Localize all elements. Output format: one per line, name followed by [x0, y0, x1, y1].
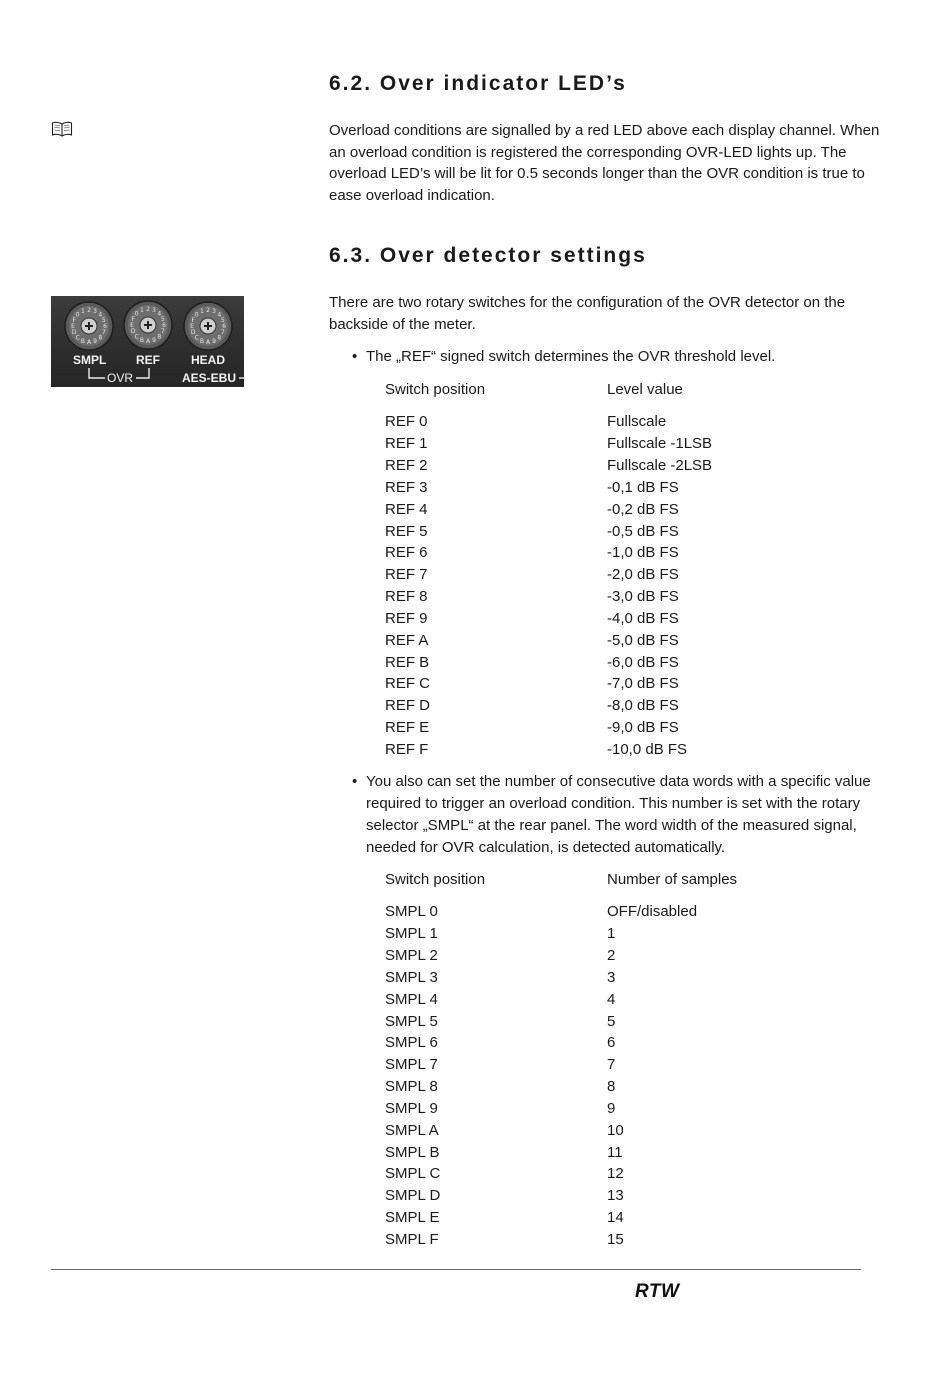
smpl-table-value: 10	[607, 1121, 624, 1139]
ref-table-value: -10,0 dB FS	[607, 741, 688, 758]
smpl-table-row	[385, 945, 805, 967]
dial-digit: D	[130, 328, 136, 336]
dial-digit: 7	[220, 329, 225, 337]
ref-table-value: -2,0 dB FS	[607, 566, 679, 584]
smpl-table-value: 14	[607, 1209, 624, 1227]
ref-table-switch-position: REF 3	[385, 478, 428, 496]
dial-digit: 2	[146, 306, 150, 313]
dial-digit: 9	[93, 337, 98, 345]
dial-digit: 7	[101, 329, 106, 337]
smpl-table-value: 11	[607, 1143, 623, 1161]
dial-digit: F	[131, 315, 135, 323]
ref-table-row	[385, 717, 805, 739]
ref-table-value: -0,5 dB FS	[607, 522, 679, 540]
photo-label-ovr: OVR	[107, 371, 134, 385]
smpl-table-switch-position: SMPL 9	[385, 1099, 438, 1117]
ref-table-value: -8,0 dB FS	[607, 697, 679, 715]
ref-table-row	[385, 455, 805, 477]
smpl-table-header-switch: Switch position	[385, 871, 486, 888]
ref-table-switch-position: REF 5	[385, 522, 428, 540]
smpl-table-row	[385, 1142, 805, 1164]
dial-digit: B	[80, 337, 85, 345]
ref-table-value: Fullscale -1LSB	[607, 435, 713, 453]
smpl-table-value: 15	[607, 1231, 624, 1248]
dial-digit: C	[75, 334, 80, 342]
book-icon	[51, 121, 73, 137]
ref-table-switch-position: REF B	[385, 653, 430, 671]
smpl-table-row	[385, 1120, 805, 1142]
dial-digit: 0	[75, 311, 80, 319]
smpl-table-switch-position: SMPL 5	[385, 1012, 438, 1030]
dial-digit: F	[191, 316, 195, 324]
ref-table-switch-position: REF E	[385, 719, 430, 737]
rotary-switch-photo	[51, 296, 244, 387]
dial-digit: A	[205, 339, 211, 346]
smpl-table-row	[385, 1163, 805, 1185]
dial-digit: 1	[80, 308, 85, 316]
smpl-table-value: 5	[607, 1012, 616, 1030]
smpl-table-switch-position: SMPL 1	[385, 925, 438, 943]
ref-table-row	[385, 652, 805, 674]
dial-digit: 1	[139, 307, 144, 315]
smpl-table-row	[385, 1229, 805, 1251]
smpl-table-row	[385, 1011, 805, 1033]
ref-table-value: Fullscale -2LSB	[607, 457, 713, 475]
smpl-table-row	[385, 1207, 805, 1229]
ref-table-row	[385, 695, 805, 717]
ref-table-switch-position: REF A	[385, 631, 429, 649]
ref-table-value: -9,0 dB FS	[607, 719, 679, 737]
dial-digit: 1	[199, 308, 204, 316]
photo-label-aes-ebu: AES-EBU	[182, 371, 237, 385]
dial-digit: B	[199, 337, 204, 345]
smpl-table-value: 4	[607, 990, 616, 1008]
ref-table-row	[385, 739, 805, 761]
dial-digit: 4	[217, 311, 222, 319]
bullet-ref-switch	[352, 346, 897, 368]
ref-table-row	[385, 608, 805, 630]
smpl-table-value: 3	[607, 968, 616, 986]
dial-digit: 6	[222, 323, 226, 330]
section-heading-over-detector: 6.3. Over detector settings	[329, 244, 647, 267]
section-heading-over-indicator: 6.2. Over indicator LED’s	[329, 72, 627, 95]
dial-digit: 6	[162, 322, 166, 329]
ref-table-switch-position: REF 8	[385, 588, 428, 606]
smpl-table-row	[385, 901, 805, 923]
smpl-table-row	[385, 1185, 805, 1207]
smpl-samples-table	[385, 869, 805, 1251]
smpl-table-row	[385, 1098, 805, 1120]
ref-table-value: -5,0 dB FS	[607, 631, 679, 649]
smpl-table-switch-position: SMPL E	[385, 1209, 440, 1227]
dial-digit: 7	[160, 328, 165, 336]
smpl-table-switch-position: SMPL 0	[385, 903, 438, 921]
photo-label-smpl: SMPL	[73, 353, 107, 367]
dial-digit: 8	[157, 333, 162, 341]
dial-digit: 2	[206, 307, 210, 314]
bullet-smpl-text: You also can set the number of consecutive data words with a specific value required to trigger an overload condition. This number is set with the rotary selector „SMPL“ at the rear panel. The word width of the measured signal, needed for OVR calculation, is detected automatically.	[366, 773, 871, 856]
dial-digit: A	[145, 338, 151, 345]
ref-table-value: -4,0 dB FS	[607, 609, 679, 627]
ref-table-switch-position: REF 6	[385, 544, 428, 562]
ref-table-switch-position: REF 4	[385, 500, 428, 518]
smpl-table-row	[385, 1054, 805, 1076]
ref-table-value: -1,0 dB FS	[607, 544, 679, 562]
ref-table-value: -3,0 dB FS	[607, 588, 679, 606]
ref-table-row	[385, 630, 805, 652]
smpl-table-row	[385, 967, 805, 989]
ref-table-switch-position: REF 2	[385, 457, 428, 475]
ref-table-row	[385, 542, 805, 564]
dial-digit: F	[72, 316, 76, 324]
ref-table-row	[385, 499, 805, 521]
dial-digit: 6	[103, 323, 107, 330]
ref-table-header-level: Level value	[607, 381, 683, 398]
smpl-table-row	[385, 989, 805, 1011]
rtw-logo: RTW	[635, 1281, 680, 1302]
smpl-table-row	[385, 923, 805, 945]
smpl-table-row	[385, 1032, 805, 1054]
dial-digit: B	[139, 336, 144, 344]
bullet-dot: •	[352, 773, 358, 790]
smpl-table-switch-position: SMPL 8	[385, 1078, 438, 1096]
dial-digit: A	[86, 339, 92, 346]
ref-table-switch-position: REF F	[385, 741, 429, 758]
dial-digit: 4	[98, 311, 103, 319]
dial-digit: 9	[212, 337, 217, 345]
ref-table-row	[385, 673, 805, 695]
smpl-table-value: 7	[607, 1056, 616, 1074]
ref-level-table	[385, 379, 805, 761]
smpl-table-value: 1	[607, 925, 616, 943]
over-detector-intro: There are two rotary switches for the configuration of the OVR detector on the backside of the meter.	[329, 294, 846, 333]
dial-digit: 5	[101, 316, 106, 324]
over-indicator-paragraph: Overload conditions are signalled by a red LED above each display channel. When an overload condition is registered the corresponding OVR-LED lights up. The overload LED’s will be lit for 0.5 seconds longer than the OVR condition is true to ease overload indication.	[329, 122, 880, 205]
ref-table-switch-position: REF 9	[385, 609, 428, 627]
smpl-table-value: 8	[607, 1078, 616, 1096]
ref-table-switch-position: REF 1	[385, 435, 428, 453]
smpl-table-switch-position: SMPL 2	[385, 947, 438, 965]
smpl-table-header	[385, 869, 805, 891]
bullet-dot: •	[352, 348, 358, 365]
ref-table-header-switch: Switch position	[385, 381, 486, 398]
dial-digit: 5	[220, 316, 225, 324]
dial-digit: 3	[212, 308, 217, 316]
smpl-table-switch-position: SMPL 6	[385, 1034, 438, 1052]
smpl-table-value: 2	[607, 947, 616, 965]
photo-label-ref: REF	[136, 353, 160, 367]
ref-table-row	[385, 477, 805, 499]
ref-table-switch-position: REF 7	[385, 566, 428, 584]
dial-digit: 8	[217, 334, 222, 342]
dial-digit: C	[194, 334, 199, 342]
smpl-table-switch-position: SMPL 4	[385, 990, 438, 1008]
ref-table-row	[385, 586, 805, 608]
dial-digit: 3	[93, 308, 98, 316]
smpl-table-value: 13	[607, 1187, 624, 1205]
ref-table-switch-position: REF C	[385, 675, 430, 693]
footer-rule	[51, 1269, 861, 1270]
smpl-table-header-samples: Number of samples	[607, 871, 738, 888]
smpl-table-switch-position: SMPL A	[385, 1121, 439, 1139]
dial-digit: D	[190, 329, 196, 337]
dial-digit: 2	[87, 307, 91, 314]
smpl-table-switch-position: SMPL B	[385, 1143, 440, 1161]
dial-digit: 0	[134, 310, 139, 318]
ref-table-switch-position: REF 0	[385, 413, 428, 431]
smpl-table-switch-position: SMPL F	[385, 1231, 439, 1248]
ref-table-row	[385, 433, 805, 455]
smpl-table-switch-position: SMPL 3	[385, 968, 438, 986]
dial-digit: 9	[152, 336, 157, 344]
ref-table-value: -0,2 dB FS	[607, 500, 679, 518]
smpl-table-row	[385, 1076, 805, 1098]
dial-digit: 8	[98, 334, 103, 342]
smpl-table-value: 9	[607, 1099, 616, 1117]
smpl-table-switch-position: SMPL 7	[385, 1056, 438, 1074]
ref-table-switch-position: REF D	[385, 697, 430, 715]
bullet-smpl-switch	[352, 771, 897, 859]
ref-table-value: -0,1 dB FS	[607, 478, 679, 496]
ref-table-value: Fullscale	[607, 413, 667, 431]
ref-table-value: -6,0 dB FS	[607, 653, 679, 671]
dial-digit: 3	[152, 307, 157, 315]
smpl-table-value: OFF/disabled	[607, 903, 698, 921]
ref-table-header	[385, 379, 805, 401]
dial-digit: E	[190, 323, 194, 330]
ref-table-row	[385, 521, 805, 543]
dial-digit: E	[71, 323, 75, 330]
dial-digit: D	[71, 329, 77, 337]
photo-label-head: HEAD	[191, 353, 226, 367]
ovr-bracket	[51, 296, 244, 387]
dial-digit: E	[130, 322, 134, 329]
bullet-ref-text: The „REF“ signed switch determines the OVR threshold level.	[366, 348, 776, 365]
smpl-table-value: 12	[607, 1165, 624, 1183]
dial-digit: 4	[157, 310, 162, 318]
dial-digit: 0	[194, 311, 199, 319]
smpl-table-switch-position: SMPL C	[385, 1165, 441, 1183]
ref-table-value: -7,0 dB FS	[607, 675, 679, 693]
ref-table-row	[385, 411, 805, 433]
ref-table-row	[385, 564, 805, 586]
smpl-table-switch-position: SMPL D	[385, 1187, 441, 1205]
dial-digit: C	[134, 333, 139, 341]
smpl-table-value: 6	[607, 1034, 616, 1052]
dial-digit: 5	[160, 315, 165, 323]
